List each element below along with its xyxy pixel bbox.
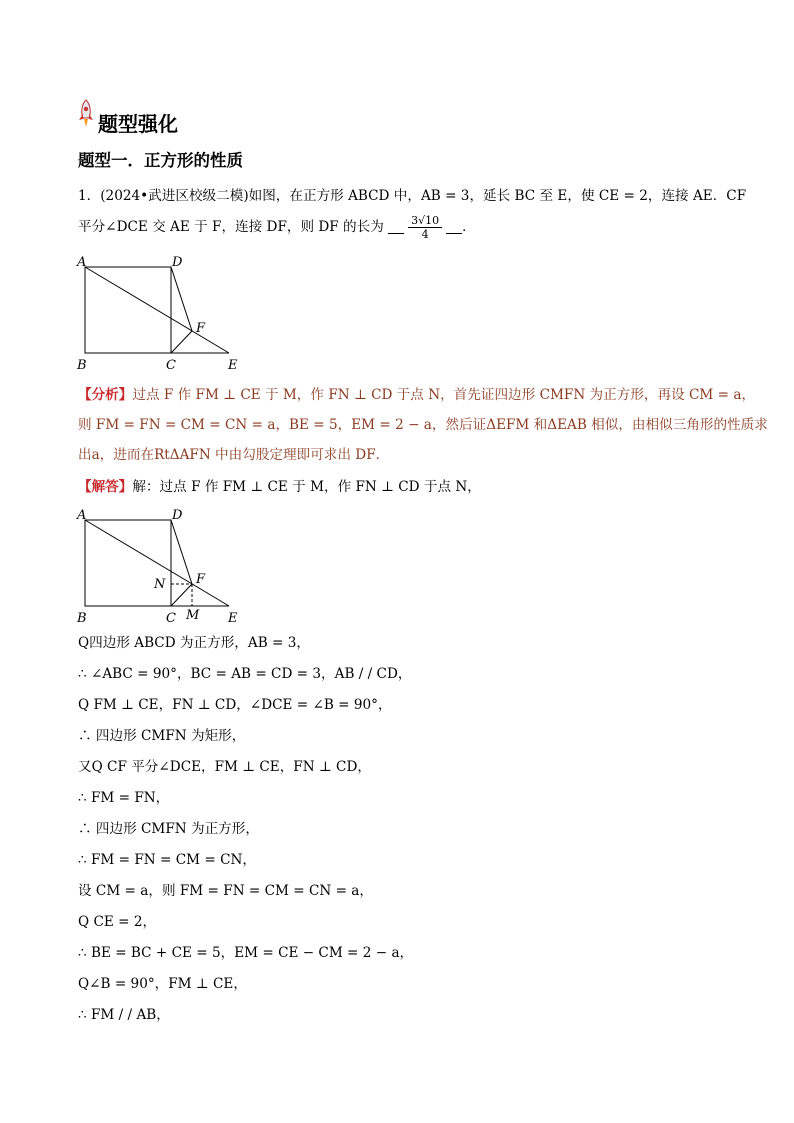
solution-step: Q FM ⊥ CE，FN ⊥ CD，∠DCE = ∠B = 90°， <box>78 697 392 713</box>
label-c: C <box>166 358 176 373</box>
problem-line-2 <box>78 214 476 241</box>
answer-numerator: 3√10 <box>408 214 442 228</box>
label-e: E <box>228 358 238 373</box>
label-d-2: D <box>172 508 183 523</box>
solution-step: ∴ FM / / AB， <box>78 1007 170 1023</box>
problem-line-2-end: ． <box>462 219 476 235</box>
label-a: A <box>77 255 87 270</box>
analysis-line-1 <box>78 385 755 405</box>
label-a-2: A <box>77 508 87 523</box>
subsection-title: 题型一．正方形的性质 <box>78 151 243 170</box>
rocket-icon <box>76 98 96 130</box>
label-f: F <box>196 321 206 336</box>
answer-blank-right <box>446 233 462 234</box>
segment-cf-2 <box>171 584 192 606</box>
solution-line-intro <box>78 477 481 497</box>
solution-step: ∴ 四边形 CMFN 为正方形， <box>78 821 259 837</box>
square-abcd <box>85 267 171 353</box>
segment-ae <box>85 267 229 353</box>
answer-fraction <box>408 214 442 241</box>
solution-tag: 【解答】 <box>78 479 133 495</box>
label-n: N <box>154 577 166 592</box>
solution-step: 又Q CF 平分∠DCE，FM ⊥ CE，FN ⊥ CD， <box>78 759 371 775</box>
analysis-line-2: 则 FM = FN = CM = CN = a，BE = 5，EM = 2 − a，然后证ΔEFM 和ΔEAB 相似，由相似三角形的性质求 <box>78 417 768 433</box>
solution-step: Q四边形 ABCD 为正方形，AB = 3， <box>78 635 310 651</box>
answer-denominator: 4 <box>421 228 429 241</box>
solution-step: 设 CM = a，则 FM = FN = CM = CN = a， <box>78 883 373 899</box>
solution-step: Q CE = 2， <box>78 914 157 930</box>
segment-df <box>171 267 192 331</box>
label-b: B <box>77 358 87 373</box>
label-c-2: C <box>166 611 176 626</box>
figure-1 <box>74 252 244 374</box>
problem-line-1: 1．(2024•武进区校级二模)如图，在正方形 ABCD 中，AB = 3，延长 BC 至 E，使 CE = 2，连接 AE．CF <box>78 188 747 204</box>
analysis-tag: 【分析】 <box>78 387 133 403</box>
solution-step: ∴ FM = FN = CM = CN， <box>78 852 256 868</box>
label-e-2: E <box>228 611 238 626</box>
label-b-2: B <box>77 611 87 626</box>
solution-step: ∴ 四边形 CMFN 为矩形， <box>78 728 246 744</box>
section-title: 题型强化 <box>98 112 178 136</box>
label-m: M <box>186 608 200 623</box>
problem-line-2-text: 平分∠DCE 交 AE 于 F，连接 DF，则 DF 的长为 <box>78 219 384 235</box>
analysis-text-1: 过点 F 作 FM ⊥ CE 于 M，作 FN ⊥ CD 于点 N，首先证四边形 CMFN 为正方形，再设 CM = a， <box>132 387 756 403</box>
solution-intro: 解：过点 F 作 FM ⊥ CE 于 M，作 FN ⊥ CD 于点 N， <box>132 479 481 495</box>
solution-step: ∴ BE = BC + CE = 5，EM = CE − CM = 2 − a， <box>78 945 414 961</box>
segment-df-2 <box>171 520 192 584</box>
solution-step: ∴ ∠ABC = 90°，BC = AB = CD = 3，AB / / CD， <box>78 666 412 682</box>
figure-2 <box>74 505 244 627</box>
segment-cf <box>171 331 192 353</box>
answer-blank-left <box>388 233 404 234</box>
square-abcd-2 <box>85 520 171 606</box>
label-f-2: F <box>196 572 206 587</box>
label-d: D <box>172 255 183 270</box>
solution-step: ∴ FM = FN， <box>78 790 170 806</box>
analysis-line-3: 出a，进而在RtΔAFN 中由勾股定理即可求出 DF． <box>78 447 390 463</box>
solution-step: Q∠B = 90°，FM ⊥ CE， <box>78 976 247 992</box>
segment-ae-2 <box>85 520 229 606</box>
